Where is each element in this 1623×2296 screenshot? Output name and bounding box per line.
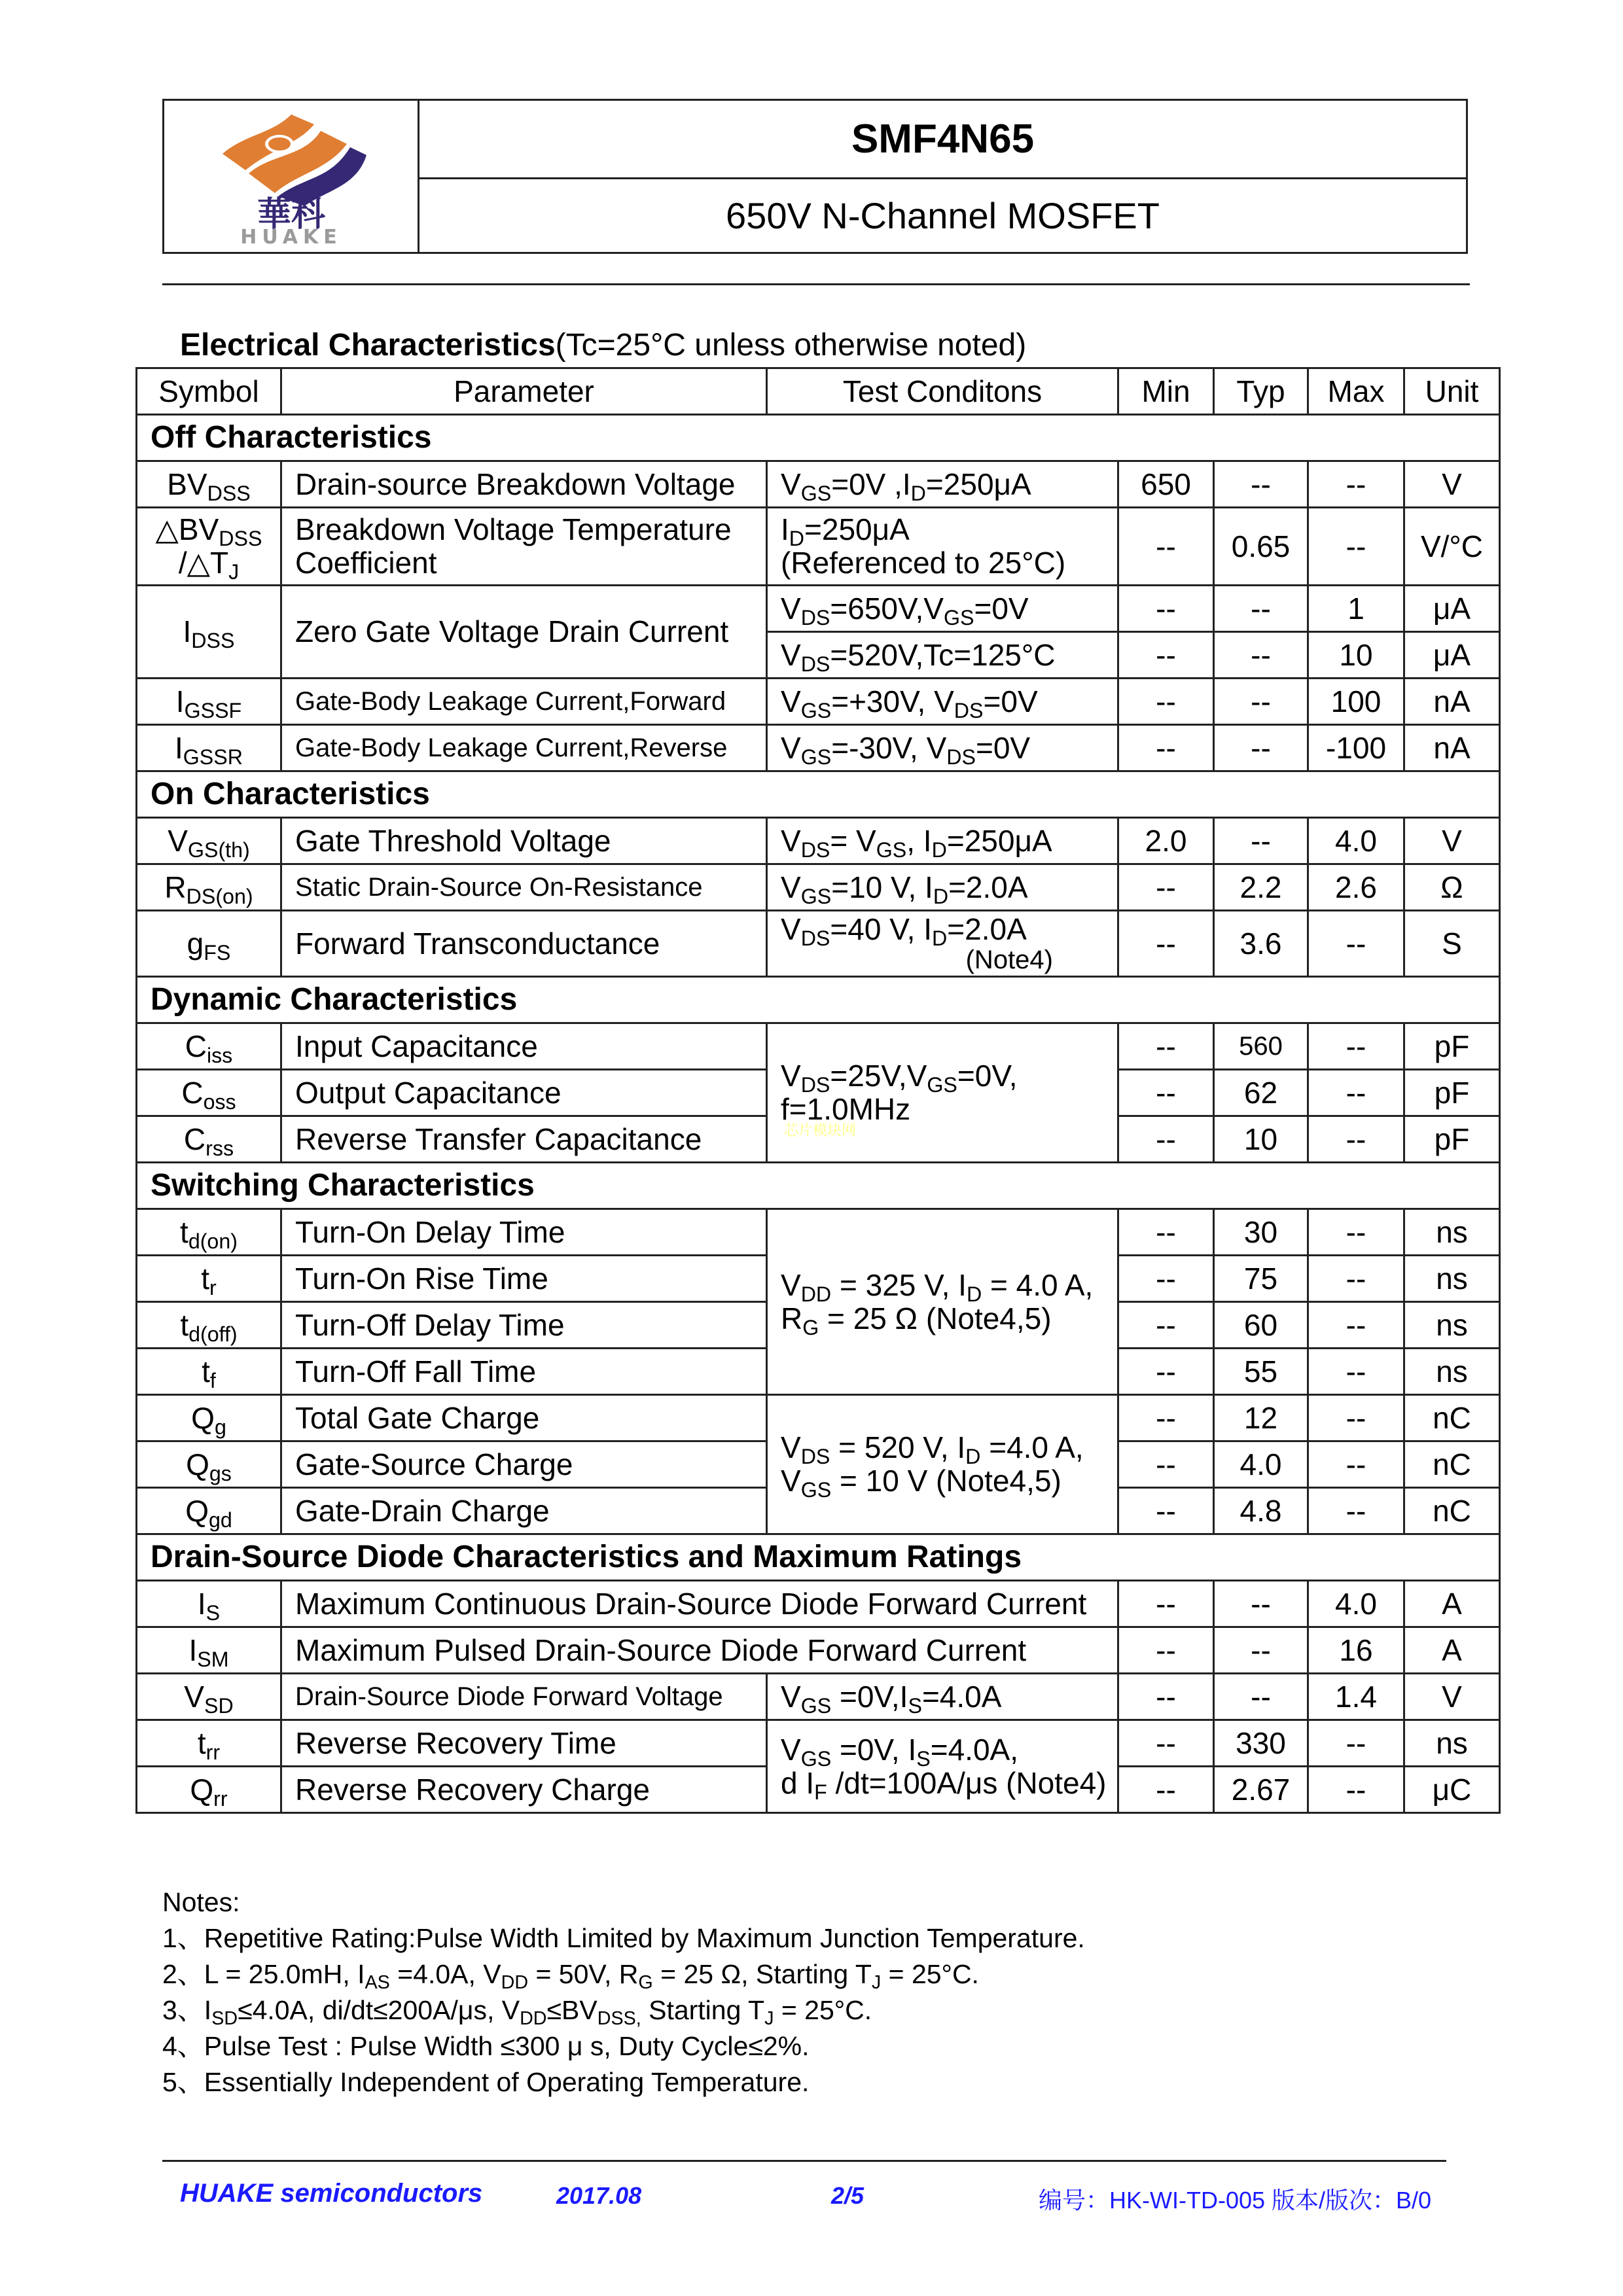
symbol-cell — [137, 586, 281, 679]
min-value: -- — [1118, 1116, 1214, 1163]
condition-line: d $I_F$ /dt=100A/μs (Note4) — [781, 1765, 1107, 1804]
parameter-cell: Turn-On Delay Time — [281, 1209, 767, 1256]
max-value: -- — [1308, 1209, 1404, 1256]
section-heading: Dynamic Characteristics — [137, 977, 1500, 1023]
symbol-line: $t_{d(off)}$ — [180, 1307, 238, 1346]
symbol-line: $C_{iss}$ — [185, 1029, 233, 1067]
part-description: 650V N-Channel MOSFET — [726, 195, 1160, 236]
typ-value: -- — [1214, 632, 1308, 679]
typ-value: 2.2 — [1214, 864, 1308, 911]
min-value: -- — [1118, 1209, 1214, 1256]
test-condition-cell — [767, 1023, 1118, 1163]
table-row — [137, 1674, 1500, 1720]
symbol-cell — [137, 864, 281, 911]
parameter-cell: Gate-Body Leakage Current,Forward — [281, 679, 767, 725]
condition-line: $V_{GS} = 10$ V (Note4,5) — [781, 1464, 1061, 1502]
typ-value: 30 — [1214, 1209, 1308, 1256]
condition-line: $I_D=250\mu A$ — [781, 512, 910, 551]
symbol-cell — [137, 679, 281, 725]
footer-document-id: 编号：HK-WI-TD-005 版本/版次：B/0 — [1039, 2187, 1432, 2214]
section-heading: On Characteristics — [137, 771, 1500, 818]
max-value: -- — [1308, 1441, 1404, 1488]
symbol-line: $Q_{rr}$ — [190, 1772, 228, 1810]
parameter-cell: Drain-Source Diode Forward Voltage — [281, 1674, 767, 1720]
column-header-min: Min — [1118, 368, 1214, 415]
condition-line: $V_{GS} =0V,I_S=4.0A$ — [781, 1679, 1002, 1718]
min-value: -- — [1118, 586, 1214, 632]
symbol-line: $R_{DS(on)}$ — [164, 870, 253, 908]
symbol-cell — [137, 1627, 281, 1674]
unit-value: ns — [1404, 1720, 1500, 1767]
symbol-line: $BV_{DSS}$ — [167, 467, 251, 505]
condition-line: $V_{DD} = 325$ V, $I_D = 4.0$ A, — [781, 1267, 1094, 1306]
company-logo — [164, 101, 419, 252]
parameter-cell: Reverse Recovery Time — [281, 1720, 767, 1767]
parameter-cell: Turn-Off Fall Time — [281, 1349, 767, 1395]
svg-text:華科: 華科 — [257, 194, 325, 234]
parameter-cell: Maximum Continuous Drain-Source Diode Forward Current — [281, 1581, 1118, 1627]
table-row — [137, 1209, 1500, 1256]
unit-value: μA — [1404, 586, 1500, 632]
max-value: 1 — [1308, 586, 1404, 632]
symbol-cell — [137, 1674, 281, 1720]
typ-value: 330 — [1214, 1720, 1308, 1767]
unit-value: ns — [1404, 1256, 1500, 1302]
table-row — [137, 1395, 1500, 1441]
section-title-bold: Electrical Characteristics — [180, 328, 556, 362]
parameter-cell: Gate-Drain Charge — [281, 1488, 767, 1534]
max-value: -- — [1308, 1023, 1404, 1070]
svg-text:HUAKE: HUAKE — [240, 225, 342, 245]
max-value: -- — [1308, 1488, 1404, 1534]
parameter-cell: Total Gate Charge — [281, 1395, 767, 1441]
typ-value: -- — [1214, 1627, 1308, 1674]
condition-line: $V_{DS}= V_{GS}$, $I_D=250\mu A$ — [781, 823, 1052, 862]
min-value: -- — [1118, 911, 1214, 977]
min-value: -- — [1118, 1627, 1214, 1674]
symbol-line: $I_{DSS}$ — [183, 614, 235, 653]
part-number: SMF4N65 — [419, 101, 1466, 179]
min-value: -- — [1118, 1349, 1214, 1395]
unit-value: V — [1404, 1674, 1500, 1720]
typ-value: 4.0 — [1214, 1441, 1308, 1488]
condition-line: $V_{DS}=520V,Tc=125^\circ C$ — [781, 637, 1056, 676]
typ-value: 0.65 — [1214, 508, 1308, 586]
parameter-cell: Turn-Off Delay Time — [281, 1302, 767, 1349]
min-value: -- — [1118, 1395, 1214, 1441]
note-item: 3、$I_{SD}\le 4.0A$, di/dt≤200A/μs, $V_{DD}\le BV_{DSS,}$ Starting $T_J = 25^\circ C$. — [162, 1995, 872, 2030]
max-value: -- — [1308, 1116, 1404, 1163]
table-row — [137, 679, 1500, 725]
table-row — [137, 1023, 1500, 1070]
max-value: 16 — [1308, 1627, 1404, 1674]
column-header-max: Max — [1308, 368, 1404, 415]
footer-date: 2017.08 — [556, 2182, 642, 2209]
max-value: 10 — [1308, 632, 1404, 679]
parameter-cell: Gate-Source Charge — [281, 1441, 767, 1488]
condition-line: f=1.0MHz — [781, 1092, 911, 1126]
condition-line: $V_{GS} =0V$, $I_S=4.0A$, — [781, 1732, 1018, 1771]
min-value: -- — [1118, 679, 1214, 725]
symbol-cell — [137, 1767, 281, 1813]
max-value: -- — [1308, 1349, 1404, 1395]
parameter-cell: Drain-source Breakdown Voltage — [281, 461, 767, 508]
typ-value: 560 — [1214, 1023, 1308, 1070]
table-row — [137, 818, 1500, 864]
test-condition-cell — [767, 864, 1118, 911]
max-value: -- — [1308, 1395, 1404, 1441]
footer-company: HUAKE semiconductors — [180, 2179, 483, 2208]
symbol-line: $I_{GSSF}$ — [175, 684, 242, 722]
note-item: 5、Essentially Independent of Operating Temperature. — [162, 2067, 810, 2097]
max-value: -- — [1308, 1070, 1404, 1116]
huake-logo-icon — [206, 108, 376, 245]
unit-value: pF — [1404, 1116, 1500, 1163]
symbol-cell — [137, 1581, 281, 1627]
parameter-cell: Static Drain-Source On-Resistance — [281, 864, 767, 911]
max-value: -- — [1308, 1767, 1404, 1813]
parameter-cell: Output Capacitance — [281, 1070, 767, 1116]
test-condition-cell — [767, 818, 1118, 864]
min-value: -- — [1118, 1720, 1214, 1767]
section-row — [137, 1534, 1500, 1581]
test-condition-cell — [767, 1395, 1118, 1534]
header-divider — [162, 283, 1470, 285]
symbol-line: $V_{GS(th)}$ — [168, 823, 250, 862]
column-header-unit: Unit — [1404, 368, 1500, 415]
typ-value: -- — [1214, 586, 1308, 632]
note-item: 2、L = 25.0mH, $I_{AS} =4.0A$, $V_{DD} = 50V$, $R_G = 25$ Ω, Starting $T_J = 25^\circ C$. — [162, 1959, 979, 1994]
symbol-line: $\triangle BV_{DSS}$ — [155, 512, 262, 551]
unit-value: pF — [1404, 1070, 1500, 1116]
table-row — [137, 911, 1500, 977]
max-value: -- — [1308, 1256, 1404, 1302]
symbol-line: $I_{SM}$ — [188, 1633, 229, 1671]
table-row — [137, 725, 1500, 771]
symbol-line: $Q_{gs}$ — [186, 1447, 232, 1485]
symbol-line: $C_{oss}$ — [181, 1075, 236, 1114]
parameter-cell: Breakdown Voltage Temperature Coefficient — [281, 508, 767, 586]
section-title — [180, 327, 1026, 363]
min-value: -- — [1118, 1256, 1214, 1302]
typ-value: 2.67 — [1214, 1767, 1308, 1813]
condition-note: (Note4) — [965, 945, 1053, 975]
symbol-cell — [137, 725, 281, 771]
section-heading: Off Characteristics — [137, 415, 1500, 461]
test-condition-cell — [767, 586, 1118, 632]
unit-value: A — [1404, 1627, 1500, 1674]
symbol-cell — [137, 1720, 281, 1767]
typ-value: 75 — [1214, 1256, 1308, 1302]
symbol-line: $t_r$ — [201, 1261, 217, 1299]
min-value: 2.0 — [1118, 818, 1214, 864]
table-row — [137, 1627, 1500, 1674]
header-box — [162, 99, 1468, 254]
condition-line: $V_{GS}=10$ V, $I_D=2.0A$ — [781, 870, 1028, 908]
typ-value: -- — [1214, 725, 1308, 771]
column-header-symbol: Symbol — [137, 368, 281, 415]
typ-value: -- — [1214, 1581, 1308, 1627]
typ-value: 12 — [1214, 1395, 1308, 1441]
unit-value: A — [1404, 1581, 1500, 1627]
parameter-cell: Reverse Transfer Capacitance — [281, 1116, 767, 1163]
test-condition-cell — [767, 1720, 1118, 1813]
unit-value: nC — [1404, 1441, 1500, 1488]
parameter-cell: Zero Gate Voltage Drain Current — [281, 586, 767, 679]
condition-line: $V_{DS}=650V,V_{GS}=0V$ — [781, 591, 1029, 629]
max-value: 2.6 — [1308, 864, 1404, 911]
unit-value: V/°C — [1404, 508, 1500, 586]
typ-value: -- — [1214, 679, 1308, 725]
test-condition-cell — [767, 632, 1118, 679]
condition-line: $V_{DS}=40$ V, $I_D=2.0A$ — [781, 911, 1027, 950]
electrical-characteristics-table — [135, 367, 1501, 1814]
table-row — [137, 864, 1500, 911]
min-value: -- — [1118, 725, 1214, 771]
unit-value: V — [1404, 461, 1500, 508]
typ-value: 4.8 — [1214, 1488, 1308, 1534]
test-condition-cell — [767, 911, 1118, 977]
notes-title: Notes: — [162, 1887, 240, 1917]
symbol-cell — [137, 1209, 281, 1256]
symbol-cell — [137, 911, 281, 977]
test-condition-cell — [767, 725, 1118, 771]
typ-value: 62 — [1214, 1070, 1308, 1116]
symbol-line: $C_{rss}$ — [183, 1122, 234, 1160]
max-value: -- — [1308, 911, 1404, 977]
table-row — [137, 1720, 1500, 1767]
symbol-line: $Q_g$ — [191, 1400, 226, 1439]
typ-value: 60 — [1214, 1302, 1308, 1349]
condition-line: $R_G = 25$ Ω (Note4,5) — [781, 1301, 1052, 1339]
test-condition-cell — [767, 461, 1118, 508]
condition-line: $V_{GS}=0V$ $,I_D=250\mu A$ — [781, 467, 1031, 505]
min-value: 650 — [1118, 461, 1214, 508]
symbol-line: $t_{rr}$ — [197, 1725, 221, 1764]
symbol-cell — [137, 1302, 281, 1349]
min-value: -- — [1118, 632, 1214, 679]
table-header-row — [137, 368, 1500, 415]
symbol-line: $V_{SD}$ — [184, 1679, 234, 1718]
section-heading: Drain-Source Diode Characteristics and Maximum Ratings — [137, 1534, 1500, 1581]
min-value: -- — [1118, 864, 1214, 911]
symbol-line: $I_{GSSR}$ — [174, 730, 243, 769]
symbol-line: $/\triangle T_J$ — [178, 546, 240, 584]
table-row — [137, 461, 1500, 508]
unit-value: μC — [1404, 1767, 1500, 1813]
parameter-cell: Reverse Recovery Charge — [281, 1767, 767, 1813]
symbol-cell — [137, 1256, 281, 1302]
unit-value: V — [1404, 818, 1500, 864]
max-value: 4.0 — [1308, 818, 1404, 864]
column-header-typ: Typ — [1214, 368, 1308, 415]
symbol-line: $t_{d(on)}$ — [180, 1214, 238, 1253]
section-title-condition: (Tc=25°C unless otherwise noted) — [555, 328, 1027, 362]
notes — [162, 1884, 1085, 2100]
typ-value: 10 — [1214, 1116, 1308, 1163]
section-row — [137, 977, 1500, 1023]
test-condition-cell — [767, 508, 1118, 586]
condition-line: $V_{DS}=25V,V_{GS}=0V$, — [781, 1059, 1018, 1097]
test-condition-cell — [767, 1209, 1118, 1395]
max-value: -- — [1308, 461, 1404, 508]
condition-line: $V_{GS}=-30V$, $V_{DS}=0V$ — [781, 730, 1031, 769]
min-value: -- — [1118, 1441, 1214, 1488]
parameter-cell: Gate Threshold Voltage — [281, 818, 767, 864]
note-item: 1、Repetitive Rating:Pulse Width Limited by Maximum Junction Temperature. — [162, 1923, 1085, 1953]
max-value: -- — [1308, 1720, 1404, 1767]
max-value: -- — [1308, 1302, 1404, 1349]
symbol-cell — [137, 1488, 281, 1534]
condition-line: $V_{DS} = 520$ V, $I_D =4.0$ A, — [781, 1430, 1084, 1469]
condition-line: (Referenced to 25°C) — [781, 546, 1066, 580]
max-value: 4.0 — [1308, 1581, 1404, 1627]
section-heading: Switching Characteristics — [137, 1163, 1500, 1209]
min-value: -- — [1118, 1488, 1214, 1534]
section-row — [137, 771, 1500, 818]
symbol-cell — [137, 1395, 281, 1441]
unit-value: pF — [1404, 1023, 1500, 1070]
unit-value: nC — [1404, 1395, 1500, 1441]
symbol-line: $g_{FS}$ — [187, 926, 231, 964]
section-row — [137, 1163, 1500, 1209]
typ-value: 55 — [1214, 1349, 1308, 1395]
min-value: -- — [1118, 1674, 1214, 1720]
footer-page-number: 2/5 — [831, 2182, 865, 2209]
parameter-cell: Maximum Pulsed Drain-Source Diode Forward Current — [281, 1627, 1118, 1674]
footer-divider — [162, 2160, 1446, 2162]
unit-value: nA — [1404, 725, 1500, 771]
symbol-cell — [137, 1070, 281, 1116]
watermark: 芯片模块网 — [784, 1122, 857, 1139]
min-value: -- — [1118, 1023, 1214, 1070]
section-row — [137, 415, 1500, 461]
max-value: 100 — [1308, 679, 1404, 725]
max-value: 1.4 — [1308, 1674, 1404, 1720]
min-value: -- — [1118, 1302, 1214, 1349]
column-header-parameter: Parameter — [281, 368, 767, 415]
symbol-cell — [137, 1023, 281, 1070]
symbol-cell — [137, 818, 281, 864]
test-condition-cell — [767, 1674, 1118, 1720]
typ-value: 3.6 — [1214, 911, 1308, 977]
condition-line: $V_{GS}=+30V$, $V_{DS}=0V$ — [781, 684, 1038, 722]
symbol-cell — [137, 1349, 281, 1395]
unit-value: ns — [1404, 1302, 1500, 1349]
min-value: -- — [1118, 1581, 1214, 1627]
max-value: -100 — [1308, 725, 1404, 771]
symbol-line: $I_S$ — [197, 1586, 221, 1625]
min-value: -- — [1118, 1070, 1214, 1116]
typ-value: -- — [1214, 818, 1308, 864]
symbol-cell — [137, 1441, 281, 1488]
symbol-cell — [137, 461, 281, 508]
unit-value: ns — [1404, 1209, 1500, 1256]
typ-value: -- — [1214, 461, 1308, 508]
symbol-line: $t_f$ — [202, 1354, 216, 1392]
min-value: -- — [1118, 1767, 1214, 1813]
parameter-cell: Input Capacitance — [281, 1023, 767, 1070]
symbol-cell — [137, 508, 281, 586]
column-header-test-conditons: Test Conditons — [767, 368, 1118, 415]
unit-value: Ω — [1404, 864, 1500, 911]
symbol-line: $Q_{gd}$ — [185, 1493, 232, 1532]
unit-value: nC — [1404, 1488, 1500, 1534]
typ-value: -- — [1214, 1674, 1308, 1720]
table-row — [137, 1581, 1500, 1627]
max-value: -- — [1308, 508, 1404, 586]
table-row — [137, 508, 1500, 586]
parameter-cell: Forward Transconductance — [281, 911, 767, 977]
parameter-cell: Turn-On Rise Time — [281, 1256, 767, 1302]
min-value: -- — [1118, 508, 1214, 586]
table-row — [137, 586, 1500, 632]
unit-value: S — [1404, 911, 1500, 977]
parameter-cell: Gate-Body Leakage Current,Reverse — [281, 725, 767, 771]
symbol-cell — [137, 1116, 281, 1163]
unit-value: nA — [1404, 679, 1500, 725]
note-item: 4、Pulse Test : Pulse Width ≤300 μ s, Duty Cycle≤2%. — [162, 2031, 810, 2061]
unit-value: μA — [1404, 632, 1500, 679]
test-condition-cell — [767, 679, 1118, 725]
unit-value: ns — [1404, 1349, 1500, 1395]
